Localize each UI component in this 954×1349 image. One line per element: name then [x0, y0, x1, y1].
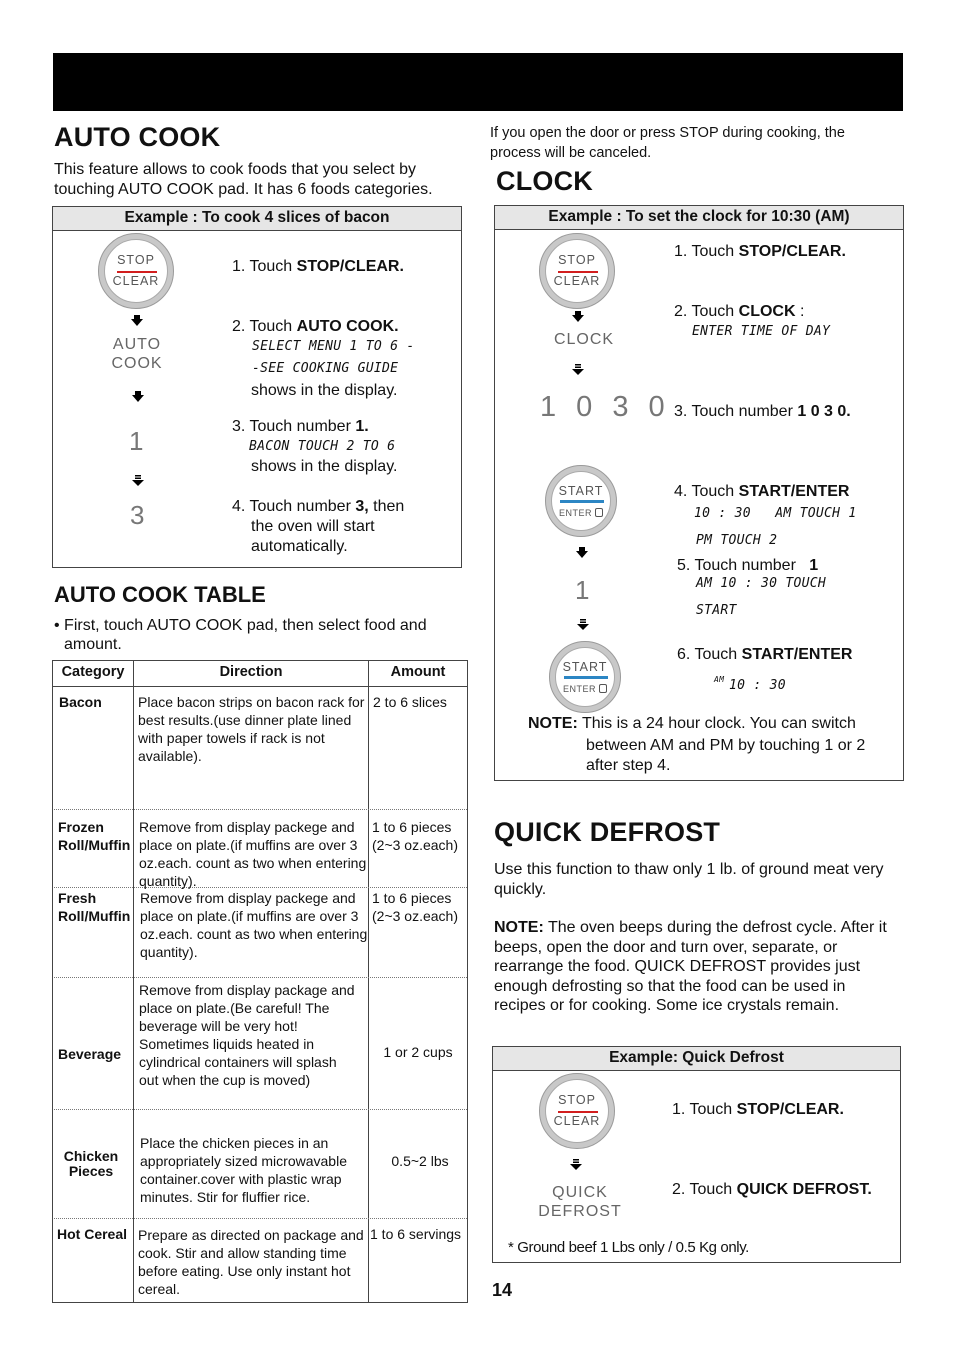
clear-label: CLEAR — [553, 1114, 601, 1128]
quick-defrost-example-box — [492, 1046, 901, 1263]
arrow-down-icon — [132, 475, 144, 487]
table-row-direction: Prepare as directed on package and cook. Stir and allow standing time before eating. Use only instant hot cereal. — [138, 1227, 364, 1297]
display-am: AM — [714, 675, 725, 684]
page-number: 14 — [492, 1280, 513, 1300]
number-key-3[interactable]: 3 — [130, 500, 145, 530]
arrow-down-icon — [132, 391, 144, 403]
clock-step-2: 2. Touch CLOCK : — [674, 303, 805, 320]
number-keys-1030[interactable]: 1 0 3 0 — [540, 391, 671, 423]
cook-label: COOK — [111, 355, 163, 372]
clock-step-5: 5. Touch number 1 — [677, 557, 819, 574]
auto-step-2: 2. Touch AUTO COOK. — [232, 318, 399, 335]
display-text: PM TOUCH 2 — [696, 533, 778, 548]
table-row-direction: Remove from display package and place on plate.(Be careful! The beverage will be very hot! Sometimes liquids heated in cylindrical containers will splash out when the cup is moved) — [139, 982, 355, 1088]
defrost-label: DEFROST — [538, 1203, 622, 1220]
auto-cook-table-bullet: • First, touch AUTO COOK pad, then select food and amount. — [54, 617, 427, 653]
enter-label: ENTER — [552, 508, 610, 518]
table-row-category: Beverage — [58, 1046, 122, 1062]
start-label: START — [558, 484, 604, 498]
table-row-amount: 1 to 6 servings — [370, 1226, 462, 1242]
auto-step-1: 1. Touch STOP/CLEAR. — [232, 258, 404, 275]
auto-cook-example-title: Example : To cook 4 slices of bacon — [53, 207, 461, 231]
clock-note-line2: between AM and PM by touching 1 or 2 — [586, 737, 866, 754]
clock-note-line3: after step 4. — [586, 757, 671, 774]
stop-label: STOP — [117, 253, 155, 267]
start-enter-button[interactable] — [545, 465, 617, 537]
table-row-category: Bacon — [59, 694, 102, 710]
stop-clear-button[interactable] — [98, 233, 174, 309]
stop-clear-button[interactable] — [539, 1073, 615, 1149]
arrow-down-icon — [577, 619, 589, 631]
clear-label: CLEAR — [553, 274, 601, 288]
start-label: START — [562, 660, 608, 674]
table-row-direction: Remove from display packege and place on plate.(if muffins are over 3 oz.each. count as two when entering quantity). — [139, 819, 367, 889]
table-header-direction: Direction — [219, 664, 283, 680]
table-row-direction: Place bacon strips on bacon rack for best results.(use dinner plate lined with paper towels if rack is not available). — [138, 694, 365, 764]
lock-icon — [595, 508, 603, 517]
table-row-amount: 0.5~2 lbs — [391, 1153, 449, 1169]
auto-step-4: 4. Touch number 3, then — [232, 498, 405, 515]
table-row-category: Fresh Roll/Muffin — [58, 890, 131, 924]
table-row-amount: 1 to 6 pieces (2~3 oz.each) — [372, 890, 458, 924]
number-key-1[interactable]: 1 — [129, 426, 144, 456]
quick-defrost-key[interactable] — [535, 1183, 625, 1221]
table-row-category: Chicken Pieces — [63, 1148, 119, 1179]
defrost-step-1: 1. Touch STOP/CLEAR. — [672, 1101, 844, 1118]
cancel-note: If you open the door or press STOP during cooking, the process will be canceled. — [490, 125, 845, 161]
header-bar — [53, 53, 903, 111]
auto-step-3-note: shows in the display. — [251, 458, 398, 475]
table-row-amount: 2 to 6 slices — [373, 694, 447, 710]
table-row-direction: Remove from display packege and place on plate.(if muffins are over 3 oz.each. count as two when entering quantity). — [140, 890, 368, 960]
table-row-direction: Place the chicken pieces in an appropriately sized microwavable container.cover with plastic wrap minutes. Stir for fluffier rice. — [140, 1135, 347, 1205]
clock-step-4: 4. Touch START/ENTER — [674, 483, 850, 500]
table-row-category: Frozen Roll/Muffin — [58, 819, 131, 853]
auto-cook-title: AUTO COOK — [54, 122, 221, 152]
arrow-down-icon — [572, 311, 584, 323]
table-row-category: Hot Cereal — [57, 1226, 128, 1242]
display-text: AM 10 : 30 TOUCH — [696, 576, 827, 591]
auto-cook-table-title: AUTO COOK TABLE — [54, 582, 266, 607]
clock-step-3: 3. Touch number 1 0 3 0. — [674, 403, 851, 420]
lock-icon — [599, 684, 607, 693]
clock-note: NOTE: This is a 24 hour clock. You can switch — [528, 715, 856, 732]
quick-defrost-example-title: Example: Quick Defrost — [493, 1047, 900, 1071]
number-key-1[interactable]: 1 — [575, 575, 590, 605]
auto-step-2-note: shows in the display. — [251, 382, 398, 399]
stop-clear-button[interactable] — [539, 233, 615, 309]
auto-step-4-line3: automatically. — [251, 538, 348, 555]
table-row-amount: 1 to 6 pieces (2~3 oz.each) — [372, 819, 458, 853]
enter-label: ENTER — [556, 684, 614, 694]
arrow-down-icon — [570, 1159, 582, 1171]
display-text: -SEE COOKING GUIDE — [252, 361, 399, 376]
arrow-down-icon — [572, 364, 584, 376]
start-enter-button[interactable] — [549, 641, 621, 713]
table-row-amount: 1 or 2 cups — [383, 1044, 453, 1060]
auto-step-3: 3. Touch number 1. — [232, 418, 369, 435]
table-header-category: Category — [61, 664, 125, 680]
stop-label: STOP — [558, 253, 596, 267]
display-text: SELECT MENU 1 TO 6 - — [252, 339, 415, 354]
defrost-footnote: * Ground beef 1 Lbs only / 0.5 Kg only. — [508, 1239, 749, 1256]
stop-label: STOP — [558, 1093, 596, 1107]
clock-title: CLOCK — [496, 166, 593, 196]
display-text: ENTER TIME OF DAY — [692, 324, 831, 339]
clock-example-title: Example : To set the clock for 10:30 (AM) — [495, 206, 903, 230]
clock-step-1: 1. Touch STOP/CLEAR. — [674, 243, 846, 260]
auto-label: AUTO — [112, 336, 162, 353]
clock-key[interactable]: CLOCK — [553, 331, 615, 348]
table-header-amount: Amount — [390, 664, 446, 680]
auto-cook-intro: This feature allows to cook foods that you select by touching AUTO COOK pad. It has 6 foods categories. — [54, 161, 433, 198]
quick-defrost-note: NOTE: The oven beeps during the defrost cycle. After it beeps, open the door and turn over, separate, or rearrange the food. QUICK DEFROST provides just enough defrosting so that the food can be used in recipes or for cooking. Some ice crystals remain. — [494, 919, 887, 1014]
arrow-down-icon — [576, 547, 588, 559]
display-text: 10 : 30 — [729, 678, 786, 693]
quick-defrost-title: QUICK DEFROST — [494, 817, 721, 847]
quick-defrost-intro: Use this function to thaw only 1 lb. of ground meat very quickly. — [494, 861, 884, 898]
auto-cook-key[interactable] — [102, 335, 172, 373]
arrow-down-icon — [131, 315, 143, 327]
display-text: BACON TOUCH 2 TO 6 — [249, 439, 396, 454]
defrost-step-2: 2. Touch QUICK DEFROST. — [672, 1181, 872, 1198]
clock-step-6: 6. Touch START/ENTER — [677, 646, 853, 663]
quick-label: QUICK — [552, 1184, 608, 1201]
auto-step-4-line2: the oven will start — [251, 518, 375, 535]
display-text: 10 : 30 AM TOUCH 1 — [694, 506, 857, 521]
clear-label: CLEAR — [112, 274, 160, 288]
display-text: START — [696, 603, 737, 618]
